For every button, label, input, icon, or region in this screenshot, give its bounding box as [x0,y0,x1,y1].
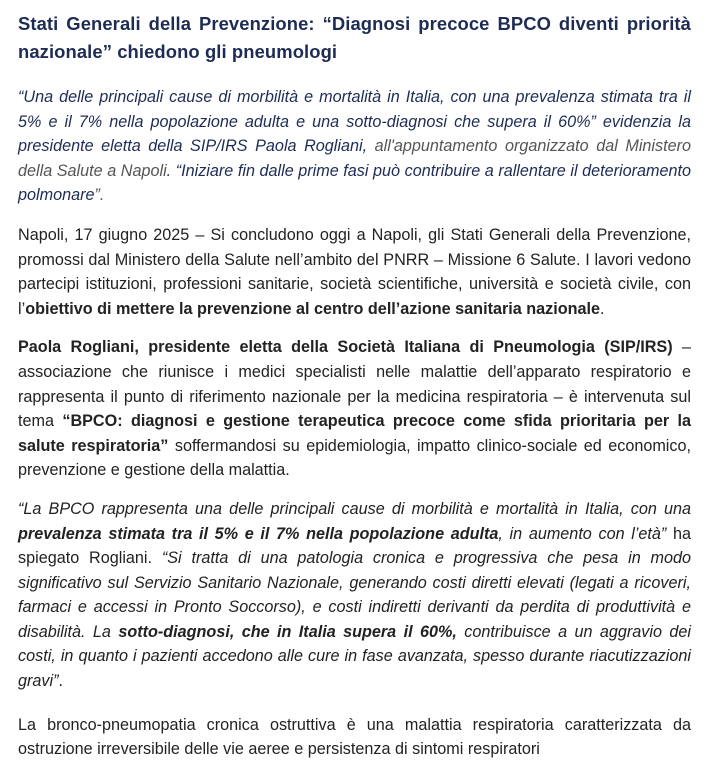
intro-text: Napoli, 17 giugno 2025 – Si concludono oggi a Napoli, gli Stati Generali della Prevenzione, promossi dal Ministero della Salute nell’ambito del PNRR – Missione 6 Salute. I lavori vedono partecipi istituzioni, professioni sanitarie, società scientifiche, università e società civile, con l’ [18,225,691,318]
talk-topics-text: soffermandosi su epidemiologia, impatto clinico-sociale ed economico, prevenzione e gestione della malattia. [18,436,691,480]
prevalence-bold: prevalenza stimata tra il 5% e il 7% nella popolazione adulta [18,524,499,543]
bpco-quote-end: , in aumento con l’età” [498,524,667,543]
talk-title-bold: “BPCO: diagnosi e gestione terapeutica precoce come sfida prioritaria per la salute respiratoria” [18,412,691,455]
intro-end: . [600,299,605,318]
costs-quote-text: contribuisce a un aggravio dei costi, in quanto i pazienti accedono alle cure in fase avanzata, spesso durante riacutizzazioni gravi” [18,622,691,691]
underdiagnosis-bold: sotto-diagnosi, che in Italia supera il 60%, [118,622,457,641]
article-title: Stati Generali della Prevenzione: “Diagnosi precoce BPCO diventi priorità nazionale” chiedono gli pneumologi [18,13,691,62]
pathology-quote-text: “Si tratta di una patologia cronica e progressiva che pesa in modo significativo sul Servizio Sanitario Nazionale, generando costi diretti elevati (legati a ricoveri, farmaci e accessi in Pronto Soccorso), e costi indiretti derivanti da perdita di produttività e disabilità. La [18,549,692,641]
attribution-text: ha spiegato Rogliani. [18,524,691,568]
bpco-quote-text: “La BPCO rappresenta una delle principali cause di morbilità e mortalità in Italia, con una [18,499,691,518]
rogliani-name-bold: Paola Rogliani, presidente eletta della Società Italiana di Pneumologia (SIP/IRS) [18,338,673,357]
intro-objective-bold: obiettivo di mettere la prevenzione al centro dell’azione sanitaria nazionale [25,299,601,318]
rogliani-paragraph [18,335,691,483]
lead-quote-close: ”. [94,186,105,205]
lead-event-text: all'appuntamento organizzato dal Ministero della Salute a Napoli [18,137,691,180]
lead-quote-text: “Una delle principali cause di morbilità e mortalità in Italia, con una prevalenza stimata tra il 5% e il 7% nella popolazione adulta e una sotto-diagnosi che supera il 60%” evidenzia la presidente eletta della SIP/IRS Paola Rogliani, [18,88,691,156]
association-text: – associazione che riunisce i medici specialisti nelle malattie dell’apparato respiratorio e rappresenta il punto di riferimento nazionale per la medicina respiratoria – è intervenuta sul tema [18,338,691,431]
article [18,0,691,762]
lead-quote-paragraph [18,85,691,208]
quote-period: . [58,672,63,691]
intro-paragraph [18,223,691,321]
lead-quote-continuation: . “Iniziare fin dalle prime fasi può contribuire a rallentare il deterioramento polmonare [18,161,691,205]
bpco-quote-paragraph [18,497,691,694]
definition-paragraph: La bronco-pneumopatia cronica ostruttiva è una malattia respiratoria caratterizzata da ostruzione irreversibile delle vie aeree e persistenza di sintomi respiratori [18,715,691,759]
